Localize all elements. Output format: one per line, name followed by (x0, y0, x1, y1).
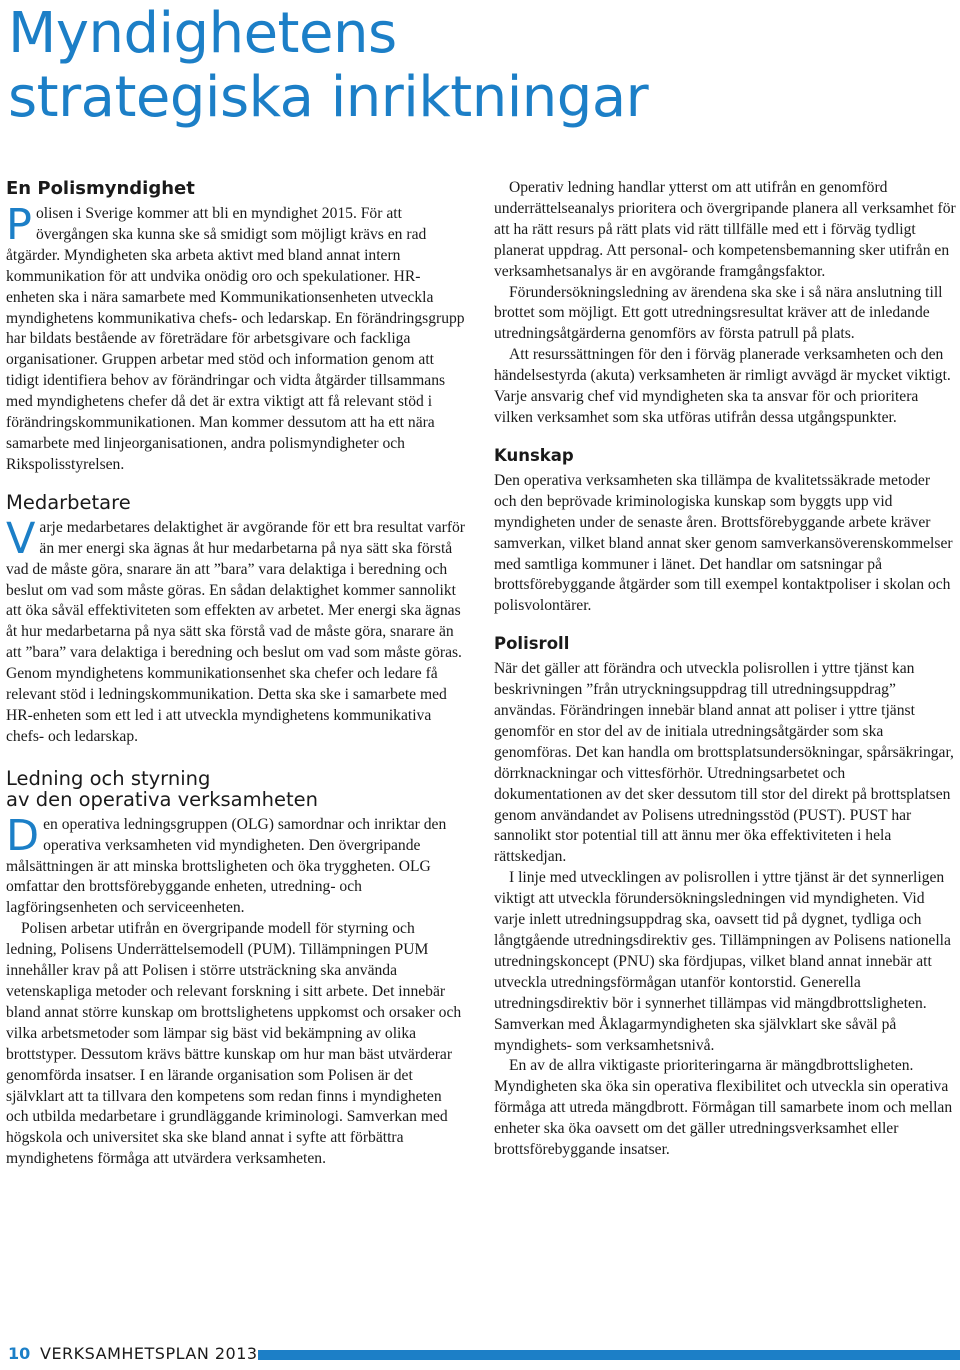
section-body-ledning (6, 810, 468, 920)
left-column (6, 178, 468, 1170)
section-heading-polisroll: Polisroll (494, 634, 570, 654)
heading-line-1: Ledning och styrning (6, 766, 211, 790)
heading-line-2: av den operativa verksamheten (6, 787, 318, 811)
paragraph-text: arje medarbetares delaktighet är avgörande för ett bra resultat varför än mer energi ska ägnas åt hur medarbetarna på nya sätt ska förstå vad de måste göra, snarare än att ”bara” vara delaktiga i beredning och beslut om vad som måste göras. En sådan delaktighet kommer sannolikt att öka såväl effektiviteten som effekten av arbetet. Mer energi ska ägnas åt hur medarbetarna på nya sätt ska förstå vad de måste göra, snarare än att ”bara” vara delaktiga i beredning och beslut om vad som måste göras. Genom myndighetens kommunikationsenhet ska chefer och ledare få relevant stöd i ledningskommunikation. Detta ska ske i samarbete med HR-enheten som ett led i att utveckla myndighetens kommunikativa chefs- och ledarskap. (6, 518, 465, 745)
section-heading-polismyndighet: En Polismyndighet (6, 178, 195, 199)
drop-cap: V (6, 513, 36, 564)
paragraph: I linje med utvecklingen av polisrollen i yttre tjänst är det synnerligen viktigt att utveckla förundersökningsledningen vid myndigheten. Vid varje inlett utredningsuppdrag ska, oavsett tid på dygnet, tydliga och långtgående utredningsdirektiv ges. Tillämpningen av Polisens nationella utredningskoncept (PNU) ska fördjupas, vilket bland annat innebär att utveckla utredningsförmågan utanför kontorstid. Generella utredningsdirektiv bör i synnerhet tillämpas vid mängdbrottsligheten. Samverkan med Åklagarmyndigheten ska självklart ske såväl på myndighets- som verksamhetsnivå. (494, 869, 951, 1054)
section-heading-ledning (6, 768, 468, 810)
document-name: VERKSAMHETSPLAN 2013 (40, 1344, 258, 1363)
section-body-medarbetare (6, 513, 468, 748)
paragraph: Operativ ledning handlar ytterst om att utifrån en genomförd underrättelseanalys prioritera och övergripande planera all verksamhet för att ha rätt resurs på rätt plats vid rätt tillfälle med ett i förväg tydligt planerat uppdrag. Att personal- och kompetensbemanning sker utifrån en verksamhetsanalys är en avgörande framgångsfaktor. (494, 179, 956, 280)
paragraph-text: olisen i Sverige kommer att bli en myndighet 2015. För att övergången ska kunna ske så smidigt som möjligt krävs en rad åtgärder. Myndigheten ska arbeta aktivt med bland annat intern kommunikation för att undvika onödig oro och spekulationer. HR-enheten ska i nära samarbete med Kommunikationsenheten utveckla myndighetens kommunikativa chefs- och ledarskap. En förändringsgrupp har bildats bestående av företrädare för arbetsgivare och fackliga organisationer. Gruppen arbetar med stöd och information genom att tidigt identifiera behov av förändringar och vidta åtgärder tillsammans med myndighetens chefer då det är extra viktigt att få relevant stöd i förändringskommunikationen. Man kommer dessutom att ha ett nära samarbete med linjeorganisationen, andra polismyndigheter och Rikspolisstyrelsen. (6, 205, 465, 473)
section-body-polismyndighet (6, 200, 468, 476)
page-title-line-1: Myndighetens (8, 1, 397, 66)
paragraph: Att resurssättningen för den i förväg planerade verksamheten och den händelsestyrda (akuta) verksamheten är rimligt avvägd är mycket viktigt. Varje ansvarig chef vid myndigheten ska ta ansvar för och prioritera vilken verksamhet som ska utföras utifrån dessa utgångspunkter. (494, 346, 951, 426)
section-heading-kunskap: Kunskap (494, 445, 574, 465)
page-number: 10 (8, 1344, 31, 1363)
page-title-line-2: strategiska inriktningar (8, 65, 649, 130)
paragraph-text: en operativa ledningsgruppen (OLG) samordnar och inriktar den operativa verksamheten vid myndigheten. Den övergripande målsättningen är att minska brottsligheten och öka tryggheten. OLG omfattar den brottsförebyggande enheten, utredning- och lagföringsenheten och serviceenheten. (6, 815, 447, 917)
right-column (494, 178, 956, 1161)
paragraph: Polisen arbetar utifrån en övergripande modell för styrning och ledning, Polisens Underrättelsemodell (PUM). Tillämpningen PUM innehåller krav på att Polisen i större utsträckning ska använda vetenskapliga metoder och relevant forskning i sitt arbete. Det innebär bland annat större kunskap om brottslighetens uppkomst och orsaker och vilka arbetsmetoder som lämpar sig bäst vid bekämpning av olika brottstyper. Dessutom krävs bättre kunskap om hur man bäst utvärderar genomförda insatser. I en lärande organisation som Polisen är det självklart att ta tillvara den kompetens som redan finns i myndigheten och utbilda medarbetare i grundläggande kriminologi. Samverkan med högskola och universitet ska ske bland annat i syfte att förbättra myndighetens förmåga att utvärdera verksamheten. (6, 920, 462, 1168)
paragraph: En av de allra viktigaste prioriteringarna är mängdbrottsligheten. Myndigheten ska öka sin operativa flexibilitet och utveckla sin operativa förmåga att utreda mängdbrott. Förmågan till samarbete inom och mellan enheter ska öka oavsett om det gäller utredningsverksamhet eller brottsförebyggande insatser. (494, 1057, 953, 1159)
page-title (8, 2, 948, 130)
footer-accent-bar (258, 1350, 960, 1360)
paragraph: Den operativa verksamheten ska tillämpa de kvalitetssäkrade metoder och den beprövade kriminologiska kunskap som byggts upp vid myndigheten under de senaste åren. Brottsförebyggande arbete kräver samverkan, vilket bland annat sker genom samverkansöverenskommelser med samtliga kommuner i länet. Det handlar om satsningar på brottsförebyggande åtgärder som till exempel kontaktpoliser i skolan och polisvolontärer. (494, 471, 953, 615)
drop-cap: P (6, 200, 32, 250)
paragraph: Förundersökningsledning av ärendena ska ske i så nära anslutning till brottet som möjligt. Ett gott utredningsresultat kräver att de inledande utredningsåtgärderna genomförs av första patrull på plats. (494, 283, 943, 343)
page-footer (0, 1344, 960, 1366)
section-heading-medarbetare: Medarbetare (6, 490, 131, 514)
drop-cap: D (6, 810, 40, 861)
paragraph: När det gäller att förändra och utveckla polisrollen i yttre tjänst kan beskrivningen ”från utryckningsuppdrag till utredningsuppdrag” användas. Förändringen innebär bland annat att poliser i yttre tjänst genomför en stor del av de initiala utredningsåtgärder som ska genomföras. Det kan handla om brottsplatsundersökningar, spårsäkringar, dörrknackningar och vittesförhör. Utredningsarbetet och dokumentationen av det sker dessutom till stor del direkt på brottsplatsen genom användandet av Polisens utredningsstöd (PUST). PUST har sannolikt stor potential till att ännu mer öka effektiviteten i hela rättskedjan. (494, 660, 954, 866)
